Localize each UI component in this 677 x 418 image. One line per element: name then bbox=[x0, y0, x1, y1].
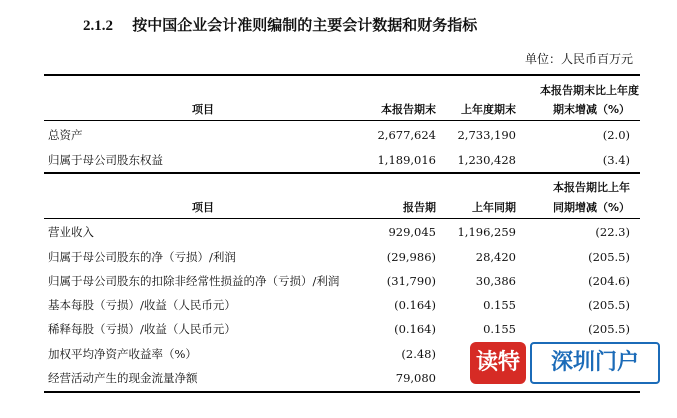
table1-header-current: 本报告期末 bbox=[381, 103, 436, 116]
table2-row-current: (29,986) bbox=[386, 250, 436, 264]
table2-header-rule bbox=[44, 218, 640, 219]
table2-row-change: (205.5) bbox=[588, 250, 630, 264]
table1-row-change: (2.0) bbox=[602, 128, 630, 142]
table1-row-change: (3.4) bbox=[602, 153, 630, 167]
table2-row-previous: 30,386 bbox=[475, 274, 516, 288]
table2-row-label: 归属于母公司股东的扣除非经常性损益的净（亏损）/利润 bbox=[48, 274, 340, 288]
table2-row-label: 加权平均净资产收益率（%） bbox=[48, 347, 197, 361]
table2-header-current: 报告期 bbox=[403, 201, 436, 214]
table1-top-rule bbox=[44, 74, 640, 76]
watermark-shenzhen-badge: 深圳门户 bbox=[530, 342, 660, 384]
table2-row-current: (2.48) bbox=[401, 347, 436, 361]
table2-header-change-2: 同期增减（%） bbox=[552, 201, 630, 214]
table2-row-current: (0.164) bbox=[394, 322, 436, 336]
table2-row-label: 基本每股（亏损）/收益（人民币元） bbox=[48, 298, 236, 312]
table2-row-label: 稀释每股（亏损）/收益（人民币元） bbox=[48, 322, 236, 336]
table2-row-change: (205.5) bbox=[588, 322, 630, 336]
table1-header-rule bbox=[44, 120, 640, 121]
table2-row-previous: 28,420 bbox=[475, 250, 516, 264]
unit-label: 单位：人民币百万元 bbox=[524, 52, 633, 66]
table2-row-label: 经营活动产生的现金流量净额 bbox=[48, 371, 198, 385]
table2-header-item: 项目 bbox=[192, 201, 214, 214]
table1-bottom-rule bbox=[44, 172, 640, 174]
table2-row-change: (22.3) bbox=[595, 225, 630, 239]
section-number: 2.1.2 bbox=[83, 18, 113, 34]
table2-row-label: 营业收入 bbox=[48, 225, 94, 239]
table2-row-previous: 0.155 bbox=[483, 298, 516, 312]
table2-row-current: 929,045 bbox=[388, 225, 436, 239]
table2-row-current: (31,790) bbox=[386, 274, 436, 288]
table1-row-current: 2,677,624 bbox=[377, 128, 436, 142]
table1-row-previous: 2,733,190 bbox=[457, 128, 516, 142]
table1-header-item: 项目 bbox=[192, 103, 214, 116]
watermark-dute-badge: 读特 bbox=[470, 342, 526, 384]
table1-row-previous: 1,230,428 bbox=[457, 153, 516, 167]
table1-header-change-1: 本报告期末比上年度 bbox=[540, 84, 639, 97]
table1-row-label: 归属于母公司股东权益 bbox=[48, 153, 163, 167]
section-heading: 按中国企业会计准则编制的主要会计数据和财务指标 bbox=[132, 16, 478, 34]
table1-row-current: 1,189,016 bbox=[377, 153, 436, 167]
table2-header-previous: 上年同期 bbox=[472, 201, 516, 214]
watermark-logo bbox=[470, 340, 662, 398]
table1-header-change-2: 期末增减（%） bbox=[552, 103, 630, 116]
table1-header-previous: 上年度期末 bbox=[461, 103, 516, 116]
table1-row-label: 总资产 bbox=[48, 128, 83, 142]
table2-row-previous: 1,196,259 bbox=[457, 225, 516, 239]
table2-row-current: (0.164) bbox=[394, 298, 436, 312]
table2-row-change: (204.6) bbox=[588, 274, 630, 288]
table2-row-previous: 0.155 bbox=[483, 322, 516, 336]
table2-row-change: (205.5) bbox=[588, 298, 630, 312]
section-title bbox=[83, 14, 477, 35]
table2-row-current: 79,080 bbox=[395, 371, 436, 385]
table2-header-change-1: 本报告期比上年 bbox=[553, 181, 630, 194]
table2-row-label: 归属于母公司股东的净（亏损）/利润 bbox=[48, 250, 236, 264]
